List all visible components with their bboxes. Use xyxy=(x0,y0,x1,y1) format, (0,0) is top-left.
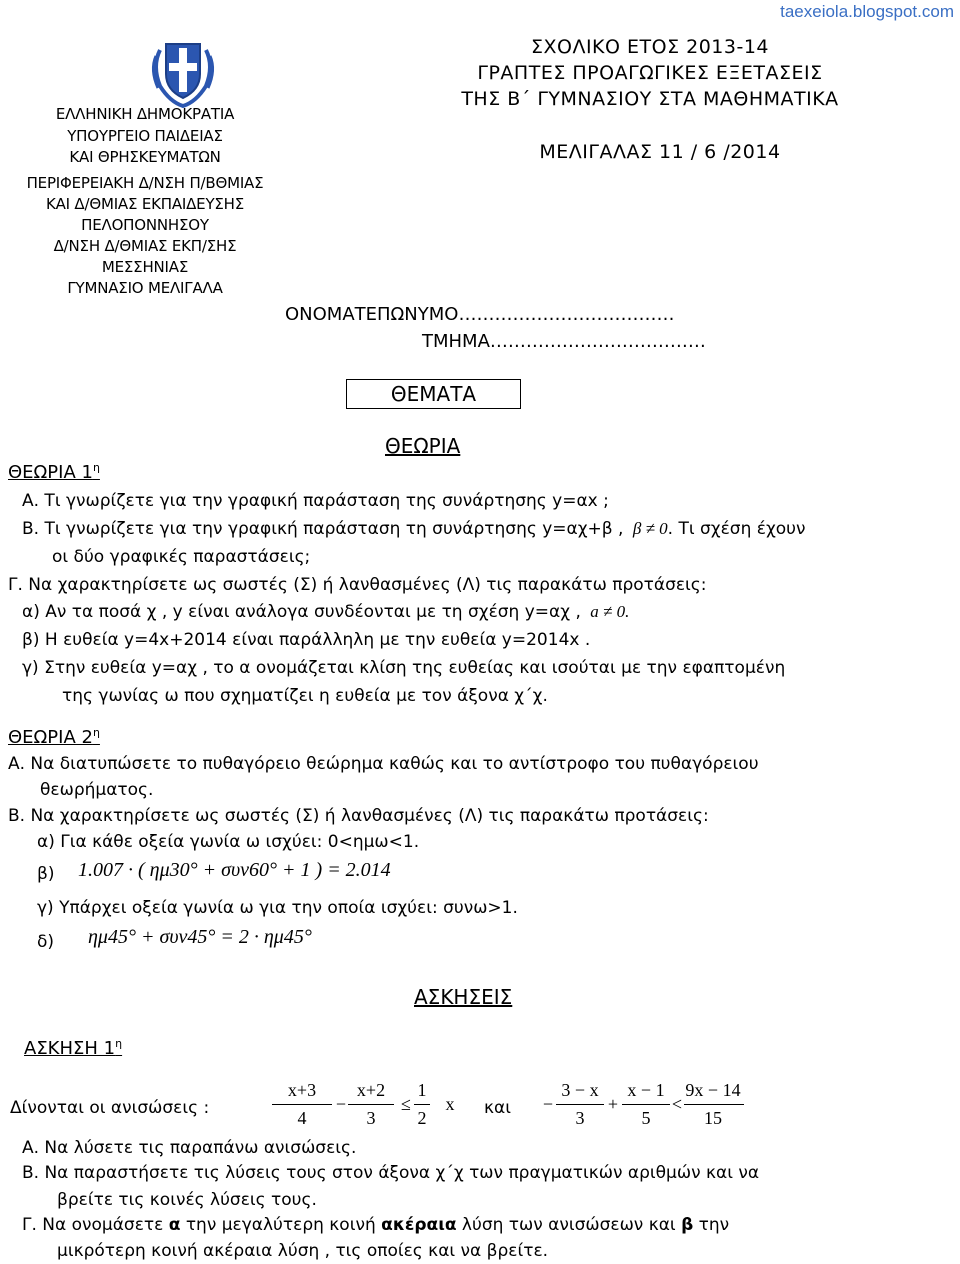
theory1-B xyxy=(22,519,806,539)
ineq2-frac3-den: 15 xyxy=(704,1108,722,1128)
ineq2-frac2-bar xyxy=(622,1104,670,1105)
ineq1-relation: ≤ xyxy=(401,1094,411,1114)
exercise1-G-text2: την μεγαλύτερη κοινή xyxy=(185,1215,376,1235)
header-line: Δ/ΝΣΗ Δ/ΘΜΙΑΣ ΕΚΠ/ΣΗΣ xyxy=(53,237,237,255)
theory2-A: Α. Να διατυπώσετε το πυθαγόρειο θεώρημα καθώς και το αντίστροφο του πυθαγόρειου xyxy=(8,754,759,774)
theory2-beta-label: β) xyxy=(37,864,55,884)
theory1-alpha-text: α) Αν τα ποσά χ , y είναι ανάλογα συνδέονται με τη σχέση y=αχ , xyxy=(22,602,581,622)
header-line: ΥΠΟΥΡΓΕΙΟ ΠΑΙΔΕΙΑΣ xyxy=(67,127,223,145)
theory2-heading-sup: η xyxy=(92,726,100,739)
ineq1-rhs: x xyxy=(445,1094,455,1114)
school-year-title: ΣΧΟΛΙΚΟ ΕΤΟΣ 2013-14 xyxy=(530,36,770,58)
themata-box: ΘΕΜΑΤΑ xyxy=(346,379,521,409)
header-line: ΠΕΡΙΦΕΡΕΙΑΚΗ Δ/ΝΣΗ Π/ΒΘΜΙΑΣ xyxy=(26,174,264,192)
exercises-heading: ΑΣΚΗΣΕΙΣ xyxy=(414,985,513,1009)
greek-emblem-icon xyxy=(148,36,218,108)
student-name-field: ΟΝΟΜΑΤΕΠΩΝΥΜΟ……………………………… xyxy=(285,304,675,325)
theory1-B-text: Β. Τι γνωρίζετε για την γραφική παράσταση τη συνάρτησης y=αχ+β , xyxy=(22,519,624,539)
header-line: ΜΕΣΣΗΝΙΑΣ xyxy=(101,258,189,276)
ineq1-frac3-num: 1 xyxy=(417,1080,427,1100)
theory1-B-cont: οι δύο γραφικές παραστάσεις; xyxy=(52,547,311,567)
exam-title: ΓΡΑΠΤΕΣ ΠΡΟΑΓΩΓΙΚΕΣ ΕΞΕΤΑΣΕΙΣ xyxy=(477,62,823,84)
theory1-heading-sup: η xyxy=(92,461,100,474)
ineq2-frac3-bar xyxy=(684,1104,744,1105)
ineq1-frac3-bar xyxy=(414,1104,430,1105)
place-date: ΜΕΛΙΓΑΛΑΣ 11 / 6 /2014 xyxy=(539,141,781,163)
connector-kai: και xyxy=(484,1098,511,1118)
subject-title: ΤΗΣ Β΄ ΓΥΜΝΑΣΙΟΥ ΣΤΑ ΜΑΘΗΜΑΤΙΚΑ xyxy=(461,88,839,110)
ineq1-frac1-den: 4 xyxy=(297,1108,307,1128)
theory2-alpha: α) Για κάθε οξεία γωνία ω ισχύει: 0<ημω<1. xyxy=(37,832,420,852)
exercise1-heading-sup: η xyxy=(115,1037,123,1050)
theory1-B-text2: . Τι σχέση έχουν xyxy=(667,519,806,539)
exercise1-G xyxy=(22,1215,729,1235)
class-field: ΤΜΗΜΑ……………………………… xyxy=(422,331,706,352)
theory2-heading-text: ΘΕΩΡΙΑ 2 xyxy=(8,727,93,748)
blog-watermark: taexeiola.blogspot.com xyxy=(780,2,954,21)
theory2-delta-expression: ημ45° + συν45° = 2 · ημ45° xyxy=(88,926,312,948)
ineq2-plus: + xyxy=(607,1094,619,1114)
exercise1-given: Δίνονται οι ανισώσεις : xyxy=(10,1098,210,1118)
theory1-beta: β) Η ευθεία y=4x+2014 είναι παράλληλη με την ευθεία y=2014x . xyxy=(22,630,591,650)
ineq2-frac1-den: 3 xyxy=(575,1108,585,1128)
theory1-alpha xyxy=(22,602,629,622)
header-line: ΚΑΙ Δ/ΘΜΙΑΣ ΕΚΠΑΙΔΕΥΣΗΣ xyxy=(45,195,245,213)
ineq2-frac3-num: 9x − 14 xyxy=(685,1080,741,1100)
theory2-delta-label: δ) xyxy=(37,932,55,952)
ineq2-lead-minus: − xyxy=(542,1094,554,1114)
exercise1-G-text1: Γ. Να ονομάσετε xyxy=(22,1215,164,1235)
ineq1-frac2-bar xyxy=(348,1104,394,1105)
header-line: ΓΥΜΝΑΣΙΟ ΜΕΛΙΓΑΛΑ xyxy=(67,279,223,297)
ineq2-frac1-num: 3 − x xyxy=(561,1080,599,1100)
ineq1-frac1-num: x+3 xyxy=(287,1080,317,1100)
exercise1-G-cont: μικρότερη κοινή ακέραια λύση , τις οποίες και να βρείτε. xyxy=(57,1241,549,1261)
theory1-heading-text: ΘΕΩΡΙΑ 1 xyxy=(8,462,93,483)
header-line: ΠΕΛΟΠΟΝΝΗΣΟΥ xyxy=(81,216,209,234)
ineq2-relation: < xyxy=(671,1094,683,1114)
exercise1-G-akeraia: ακέραια xyxy=(381,1215,457,1235)
ineq2-frac1-bar xyxy=(556,1104,604,1105)
exercise1-A: Α. Να λύσετε τις παραπάνω ανισώσεις. xyxy=(22,1138,357,1158)
exercise1-G-beta: β xyxy=(681,1215,694,1235)
ineq1-frac2-num: x+2 xyxy=(356,1080,386,1100)
theory1-gamma: γ) Στην ευθεία y=αχ , το α ονομάζεται κλίση της ευθείας και ισούται με την εφαπτομένη xyxy=(22,658,786,678)
theory2-gamma: γ) Υπάρχει οξεία γωνία ω για την οποία ισχύει: συνω>1. xyxy=(37,898,518,918)
ineq1-minus: − xyxy=(335,1094,347,1114)
exercise1-G-text4: την xyxy=(698,1215,730,1235)
theory2-heading xyxy=(8,726,100,748)
exercise1-heading xyxy=(24,1037,122,1059)
theory2-beta-expression: 1.007 · ( ημ30° + συν60° + 1 ) = 2.014 xyxy=(78,859,391,881)
ineq1-frac1-bar xyxy=(272,1104,332,1105)
exercise1-G-alpha: α xyxy=(168,1215,181,1235)
ineq2-frac2-den: 5 xyxy=(641,1108,651,1128)
theory2-A-cont: θεωρήματος. xyxy=(40,780,154,800)
theory1-gamma-cont: της γωνίας ω που σχηματίζει η ευθεία με τον άξονα χ΄χ. xyxy=(62,686,548,706)
theory1-alpha-condition: a ≠ 0. xyxy=(590,602,630,621)
ineq2-frac2-num: x − 1 xyxy=(627,1080,665,1100)
theory1-heading xyxy=(8,461,100,483)
header-line: ΚΑΙ ΘΡΗΣΚΕΥΜΑΤΩΝ xyxy=(69,148,221,166)
header-line: ΕΛΛΗΝΙΚΗ ΔΗΜΟΚΡΑΤΙΑ xyxy=(55,105,235,123)
theory2-B: Β. Να χαρακτηρίσετε ως σωστές (Σ) ή λανθασμένες (Λ) τις παρακάτω προτάσεις: xyxy=(8,806,709,826)
theory1-A: Α. Τι γνωρίζετε για την γραφική παράσταση της συνάρτησης y=αx ; xyxy=(22,491,609,511)
exercise1-B-cont: βρείτε τις κοινές λύσεις τους. xyxy=(57,1190,317,1210)
theory1-B-condition: β ≠ 0 xyxy=(632,519,668,538)
ineq1-frac2-den: 3 xyxy=(366,1108,376,1128)
exercise1-B: Β. Να παραστήσετε τις λύσεις τους στον άξονα χ΄χ των πραγματικών αριθμών και να xyxy=(22,1163,760,1183)
exercise1-heading-text: ΑΣΚΗΣΗ 1 xyxy=(24,1038,116,1059)
ineq1-frac3-den: 2 xyxy=(417,1108,427,1128)
theory-heading: ΘΕΩΡΙΑ xyxy=(385,434,461,458)
theory1-G: Γ. Να χαρακτηρίσετε ως σωστές (Σ) ή λανθασμένες (Λ) τις παρακάτω προτάσεις: xyxy=(8,575,707,595)
exercise1-G-text3: λύση των ανισώσεων και xyxy=(461,1215,676,1235)
